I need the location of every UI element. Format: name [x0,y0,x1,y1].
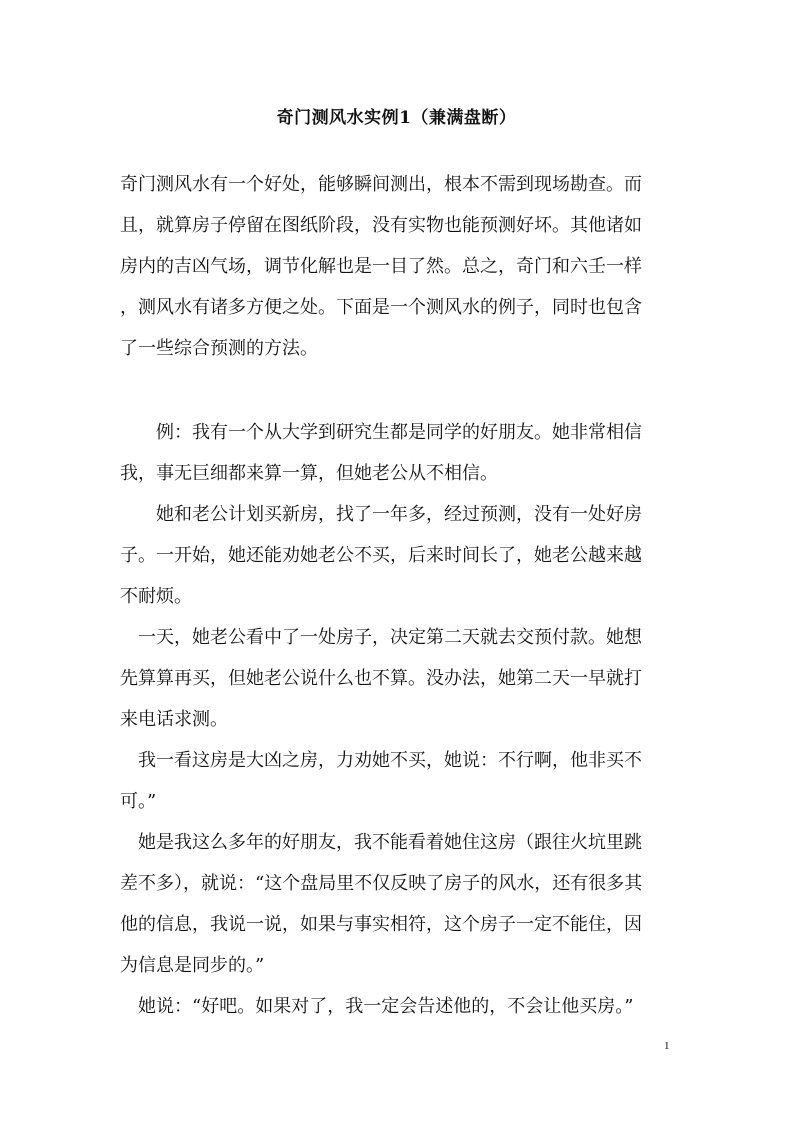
text-line: 她说：“好吧。如果对了，我一定会告述他的，不会让他买房。” [120,996,634,1017]
text-line: ，测风水有诸多方便之处。下面是一个测风水的例子，同时也包含 [120,297,642,318]
document-body [120,164,672,1027]
paragraph [120,740,672,822]
text-line: 例：我有一个从大学到研究生都是同学的好朋友。她非常相信 [120,422,642,443]
text-line: 了一些综合预测的方法。 [120,338,318,359]
text-line: 我一看这房是大凶之房，力劝她不买，她说：不行啊，他非买不 [120,750,642,771]
paragraph [120,822,672,986]
text-line: 房内的吉凶气场，调节化解也是一目了然。总之，奇门和六壬一样 [120,256,642,277]
paragraph-spacer [120,369,672,412]
text-line: 为信息是同步的。” [120,955,265,976]
paragraph [120,617,672,740]
text-line: 差不多），就说：“这个盘局里不仅反映了房子的风水，还有很多其 [120,873,643,894]
text-line: 可。” [120,791,157,812]
text-line: 我，事无巨细都来算一算，但她老公从不相信。 [120,463,498,484]
page-number: 1 [664,1040,670,1052]
text-line: 来电话求测。 [120,709,228,730]
paragraph [120,986,672,1027]
paragraph [120,164,672,369]
text-line: 一天，她老公看中了一处房子，决定第二天就去交预付款。她想 [120,627,642,648]
document-title: 奇门测风水实例1（兼满盘断） [276,108,517,128]
text-line: 她和老公计划买新房，找了一年多，经过预测，没有一处好房 [120,504,642,525]
text-line: 且，就算房子停留在图纸阶段，没有实物也能预测好坏。其他诸如 [120,215,642,236]
text-line: 不耐烦。 [120,586,192,607]
text-line: 奇门测风水有一个好处，能够瞬间测出，根本不需到现场勘查。而 [120,174,642,195]
text-line: 他的信息，我说一说，如果与事实相符，这个房子一定不能住，因 [120,914,642,935]
text-line: 先算算再买，但她老公说什么也不算。没办法，她第二天一早就打 [120,668,642,689]
paragraph [120,494,672,617]
text-line: 她是我这么多年的好朋友，我不能看着她住这房（跟往火坑里跳 [120,832,642,853]
paragraph [120,412,672,494]
text-line: 子。一开始，她还能劝她老公不买，后来时间长了，她老公越来越 [120,545,642,566]
